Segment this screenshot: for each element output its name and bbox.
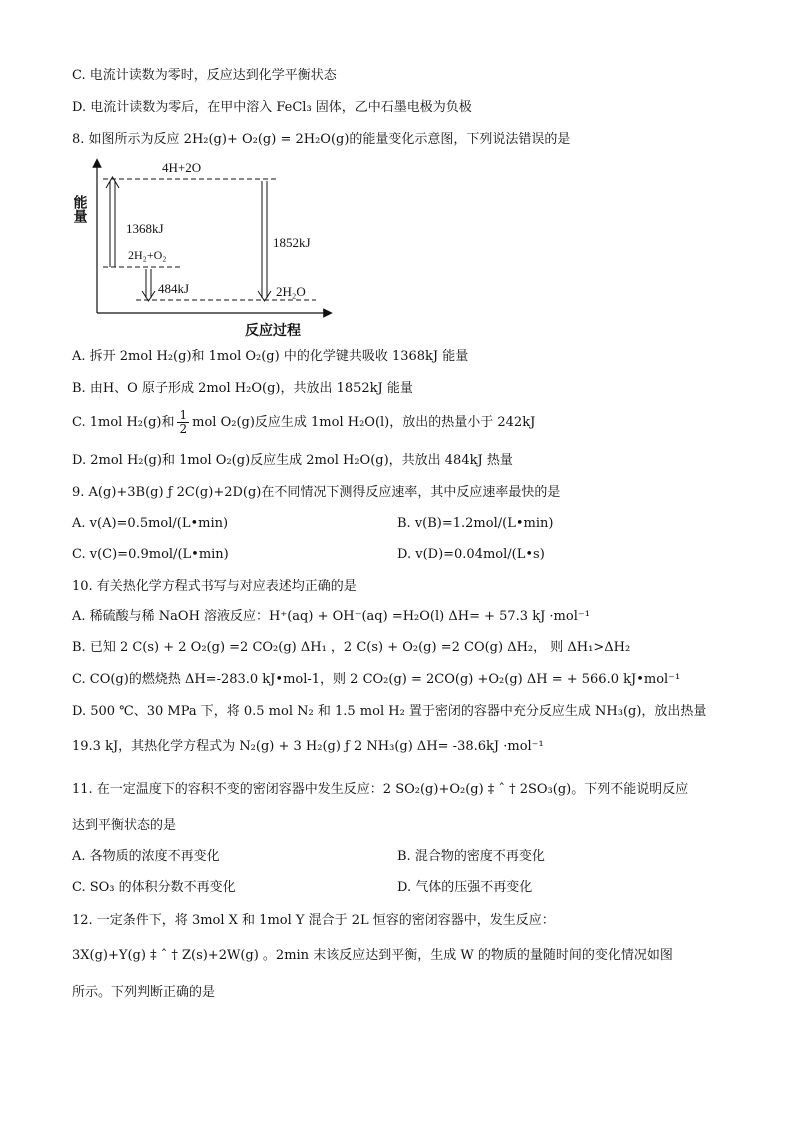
level-mid-label: 2H₂+O₂: [128, 248, 167, 262]
energy-diagram: [70, 155, 340, 340]
option-10d-cont: 19.3 kJ，其热化学方程式为 N₂(g) + 3 H₂(g) ƒ 2 NH₃(g) ΔH= -38.6kJ ·mol⁻¹: [72, 739, 544, 754]
question-12: 12. 一定条件下，将 3mol X 和 1mol Y 混合于 2L 恒容的密闭容器中，发生反应：: [72, 913, 555, 928]
label-1852: 1852kJ: [273, 235, 311, 250]
option-7c: C. 电流计读数为零时，反应达到化学平衡状态: [72, 68, 337, 83]
label-484: 484kJ: [158, 281, 190, 296]
level-bottom-label: 2H₂O: [276, 284, 306, 299]
option-11a: A. 各物质的浓度不再变化: [72, 849, 220, 864]
option-7d: D. 电流计读数为零后，在甲中溶入 FeCl₃ 固体，乙中石墨电极为负极: [72, 100, 472, 115]
option-8a: A. 拆开 2mol H₂(g)和 1mol O₂(g) 中的化学键共吸收 1368kJ 能量: [72, 349, 469, 364]
question-12-cont2: 所示。下列判断正确的是: [72, 985, 216, 1000]
option-9a: A. v(A)=0.5mol/(L•min): [72, 516, 229, 531]
question-11: 11. 在一定温度下的容积不变的密闭容器中发生反应：2 SO₂(g)+O₂(g) ‡ ˆ † 2SO₃(g)。下列不能说明反应: [72, 782, 689, 797]
option-8c: [72, 408, 535, 438]
question-11-cont: 达到平衡状态的是: [72, 818, 177, 833]
question-8: 8. 如图所示为反应 2H₂(g)+ O₂(g) = 2H₂O(g)的能量变化示意图，下列说法错误的是: [72, 132, 571, 147]
option-8b: B. 由H、O 原子形成 2mol H₂O(g)，共放出 1852kJ 能量: [72, 381, 413, 396]
fraction-half: [177, 409, 189, 436]
x-axis-label: 反应过程: [245, 324, 301, 339]
fraction-den: 2: [179, 422, 188, 436]
option-11b: B. 混合物的密度不再变化: [397, 849, 545, 864]
option-8c-pre: C. 1mol H₂(g)和: [72, 415, 175, 430]
option-11c: C. SO₃ 的体积分数不再变化: [72, 880, 236, 895]
question-9: 9. A(g)+3B(g) ƒ 2C(g)+2D(g)在不同情况下测得反应速率，其中反应速率最快的是: [72, 485, 561, 500]
option-9b: B. v(B)=1.2mol/(L•min): [397, 516, 554, 531]
question-12-cont: 3X(g)+Y(g) ‡ ˆ † Z(s)+2W(g) 。2min 末该反应达到平衡，生成 W 的物质的量随时间的变化情况如图: [72, 948, 673, 963]
option-9c: C. v(C)=0.9mol/(L•min): [72, 547, 229, 562]
option-10c: C. CO(g)的燃烧热 ΔH=-283.0 kJ•mol-1，则 2 CO₂(g) = 2CO(g) +O₂(g) ΔH = + 566.0 kJ•mol⁻¹: [72, 672, 681, 687]
fraction-num: 1: [179, 408, 188, 422]
option-11d: D. 气体的压强不再变化: [397, 880, 533, 895]
option-9d: D. v(D)=0.04mol/(L•s): [397, 547, 545, 562]
level-top-label: 4H+2O: [162, 160, 202, 175]
option-8c-post: mol O₂(g)反应生成 1mol H₂O(l)，放出的热量小于 242kJ: [192, 415, 536, 430]
question-10: 10. 有关热化学方程式书写与对应表述均正确的是: [72, 579, 357, 594]
y-axis-label: 能量: [71, 195, 87, 223]
option-10b: B. 已知 2 C(s) + 2 O₂(g) =2 CO₂(g) ΔH₁ ，2 C(s) + O₂(g) =2 CO(g) ΔH₂， 则 ΔH₁>ΔH₂: [72, 640, 631, 655]
option-8d: D. 2mol H₂(g)和 1mol O₂(g)反应生成 2mol H₂O(g)，共放出 484kJ 热量: [72, 453, 513, 468]
option-10d: D. 500 ℃、30 MPa 下，将 0.5 mol N₂ 和 1.5 mol H₂ 置于密闭的容器中充分反应生成 NH₃(g)，放出热量: [72, 704, 707, 719]
option-10a: A. 稀硫酸与稀 NaOH 溶液反应：H⁺(aq) + OH⁻(aq) =H₂O(l) ΔH= + 57.3 kJ ·mol⁻¹: [72, 609, 590, 624]
label-1368: 1368kJ: [126, 221, 164, 236]
